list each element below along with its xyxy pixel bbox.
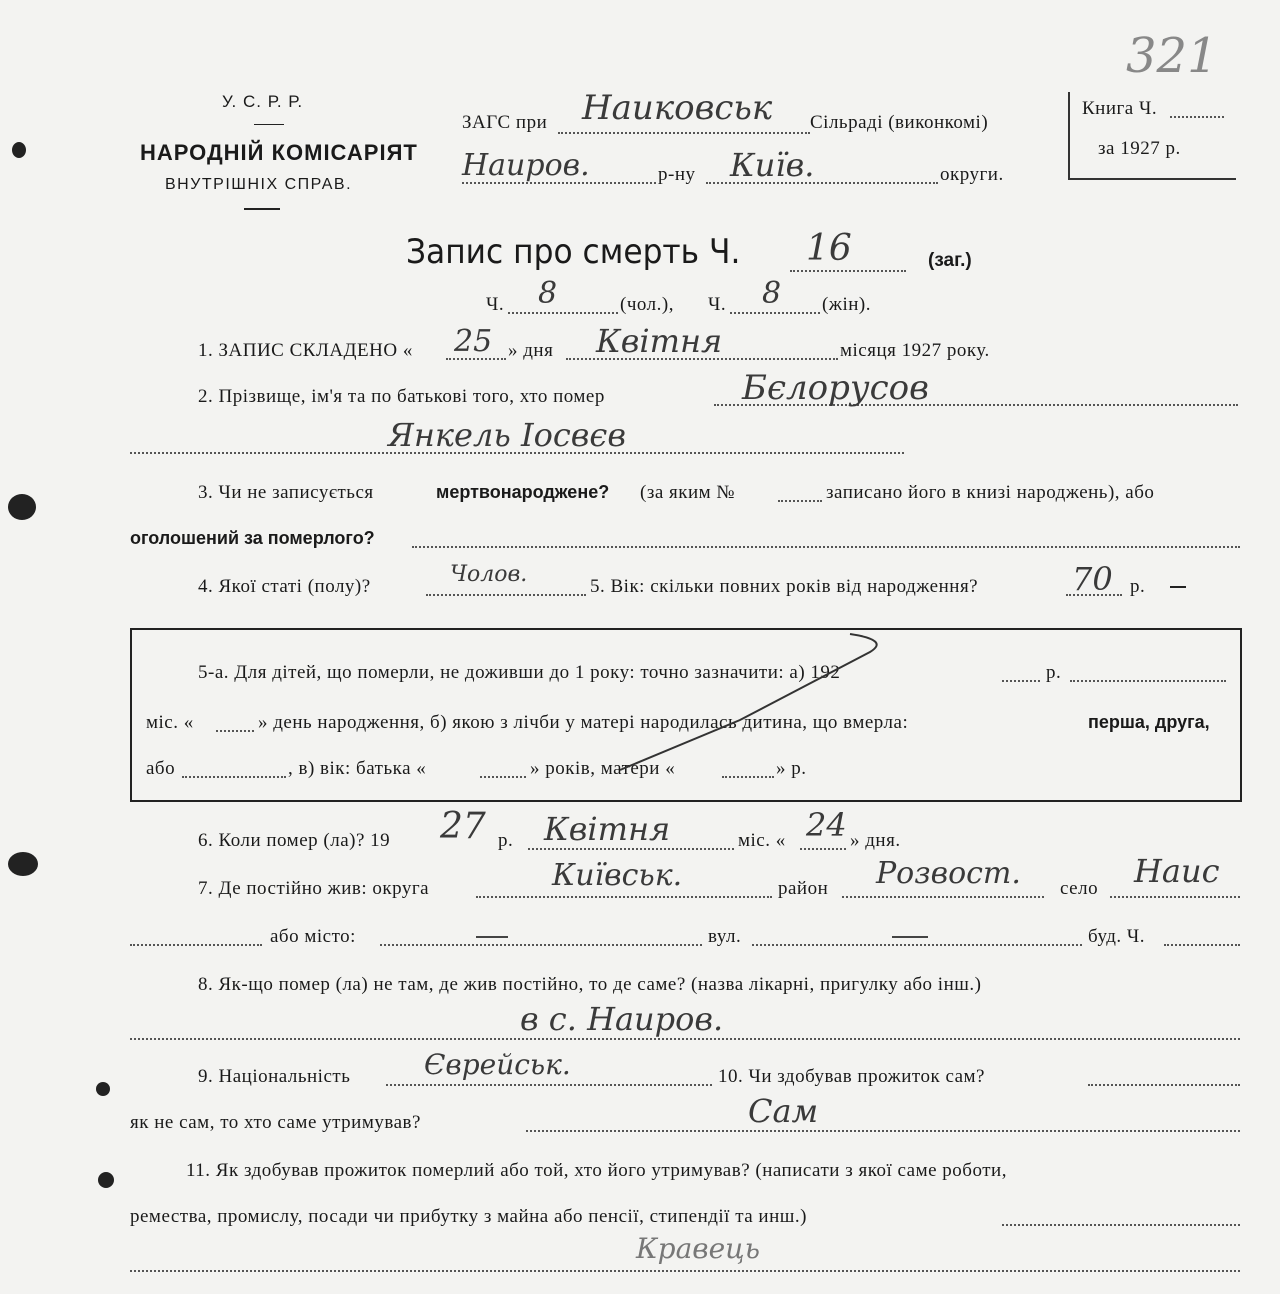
q5a-year-line <box>1002 680 1040 682</box>
q7-rayon-line <box>842 896 1044 898</box>
q1-month-line <box>566 358 838 360</box>
council-label: Сільраді (виконкомі) <box>810 112 989 133</box>
ussr-label: У. С. Р. Р. <box>222 92 304 111</box>
q6-dnya: » дня. <box>850 830 901 851</box>
q5-age-line <box>1066 594 1122 596</box>
q5a-or-line <box>182 776 286 778</box>
q7-okruga-line <box>476 896 772 898</box>
female-count: 8 <box>762 276 782 311</box>
q6-day: 24 <box>806 806 847 844</box>
record-suffix: (заг.) <box>928 250 972 271</box>
q1-day: 25 <box>454 324 493 359</box>
q7-bud-line <box>1164 944 1240 946</box>
rayon-label: р-ну <box>658 164 696 185</box>
female-count-line <box>730 312 820 314</box>
rayon-value: Наиров. <box>462 148 590 183</box>
q7-rayon: Розвост. <box>876 856 1021 891</box>
strike-through-mark <box>560 630 900 780</box>
q5-age-label: 5. Вік: скільки повних років від народження? <box>590 576 979 597</box>
q10-line <box>1088 1084 1240 1086</box>
q5a-line3c: » років, матери « <box>530 758 676 779</box>
book-label: Книга Ч. <box>1082 98 1158 119</box>
male-count-label: Ч. <box>486 294 505 315</box>
q8-label: 8. Як-що помер (ла) не там, де жив постійно, то де саме? (назва лікарні, пригулку або інш.) <box>198 974 982 995</box>
q5-age: 70 <box>1072 560 1113 598</box>
male-label: (чол.), <box>620 294 674 315</box>
q6-month-line <box>528 848 734 850</box>
record-number-line <box>790 270 906 272</box>
q3-number-line <box>778 500 822 502</box>
rayon-line <box>462 182 656 184</box>
q9-label: 9. Національність <box>198 1066 351 1087</box>
q2-names: Янкель Іосвєв <box>388 416 626 454</box>
page-number: 321 <box>1126 28 1218 84</box>
q6-r: р. <box>498 830 514 851</box>
q8-line <box>130 1038 1240 1040</box>
book-year: за 1927 р. <box>1098 138 1181 159</box>
q7-bud: буд. Ч. <box>1088 926 1146 947</box>
q2-label: 2. Прізвище, ім'я та по батькові того, хто помер <box>198 386 605 407</box>
q6-day-line <box>800 848 846 850</box>
q3-line1a: 3. Чи не записується <box>198 482 374 503</box>
q5a-line1-end: р. <box>1046 662 1062 683</box>
header-divider-1 <box>254 124 284 125</box>
q5a-line3d: » р. <box>776 758 807 779</box>
q8-value: в с. Наиров. <box>520 1000 724 1038</box>
q10-who-line <box>526 1130 1240 1132</box>
q6-year: 27 <box>440 806 486 847</box>
q11-line3 <box>130 1270 1240 1272</box>
internal-affairs-label: ВНУТРІШНІХ СПРАВ. <box>165 176 353 193</box>
zags-line <box>558 132 810 134</box>
q5a-line2a: міс. « <box>146 712 194 733</box>
book-line <box>1170 116 1224 118</box>
q7-misto-line <box>380 944 702 946</box>
q1-end: місяця 1927 року. <box>840 340 990 361</box>
q3-stillborn: мертвонароджене? <box>436 482 610 502</box>
punch-hole-5 <box>98 1172 114 1188</box>
q5a-line3b: , в) вік: батька « <box>288 758 427 779</box>
q6-mis: міс. « <box>738 830 786 851</box>
q5a-father-line <box>480 776 526 778</box>
q7-selo-line <box>1110 896 1240 898</box>
q4-sex-line <box>426 594 586 596</box>
q1-day-line <box>446 358 506 360</box>
okrug-label: округи. <box>940 164 1004 185</box>
q3-declared-dead: оголошений за померлого? <box>130 528 375 548</box>
q3-line1d: записано його в книзі народжень), або <box>826 482 1155 503</box>
male-count-line <box>508 312 618 314</box>
q6-month: Квітня <box>544 810 671 848</box>
q5-dash <box>1170 586 1186 588</box>
q7-rayon-label: район <box>778 878 829 899</box>
q2-line-2 <box>130 452 904 454</box>
q7-selo: Наис <box>1134 852 1220 890</box>
q4-label: 4. Якої статі (полу)? <box>198 576 371 597</box>
q3-line-2 <box>412 546 1240 548</box>
q5a-line3a: або <box>146 758 176 779</box>
q5a-month-line <box>216 730 254 732</box>
q1-month: Квітня <box>596 322 723 360</box>
q9-line <box>386 1084 712 1086</box>
q7-vul-line <box>752 944 1082 946</box>
q7-abo-misto: або місто: <box>270 926 356 947</box>
q5a-line1-tail <box>1070 680 1226 682</box>
q5-age-unit: р. <box>1130 576 1146 597</box>
record-number: 16 <box>806 228 852 269</box>
commissariat-label: НАРОДНІЙ КОМІСАРІЯТ <box>140 140 418 165</box>
q11-line2: ремества, промислу, посади чи прибутку з майна або пенсії, стипендії та инш.) <box>130 1206 807 1227</box>
zags-value: Наиковськ <box>582 88 773 128</box>
q11-line2-tail <box>1002 1224 1240 1226</box>
q2-surname: Бєлорусов <box>742 368 929 408</box>
q5a-line2b: » день народження, б) якою з лічби у матері народилась дитина, що вмерла: <box>258 712 909 733</box>
punch-hole-2 <box>8 494 36 520</box>
zags-label: ЗАГС при <box>462 112 548 133</box>
q7-selo-label: село <box>1060 878 1099 899</box>
q3-line1c: (за яким № <box>640 482 736 503</box>
male-count: 8 <box>538 276 558 311</box>
q11-line1: 11. Як здобував прожиток померлий або той, хто його утримував? (написати з якої саме роботи, <box>186 1160 1007 1181</box>
q7-misto-dash <box>476 936 508 938</box>
q7-label: 7. Де постійно жив: округа <box>198 878 430 899</box>
q10-who-label: як не сам, то хто саме утримував? <box>130 1112 421 1133</box>
q5a-line1: 5-а. Для дітей, що померли, не доживши до 1 року: точно зазначити: а) 192 <box>198 662 841 683</box>
q6-label: 6. Коли помер (ла)? 19 <box>198 830 391 851</box>
female-count-label: Ч. <box>708 294 727 315</box>
q10-who-value: Сам <box>748 1092 819 1130</box>
q7-vul-dash <box>892 936 928 938</box>
q4-sex: Чолов. <box>450 562 528 587</box>
female-label: (жін). <box>822 294 871 315</box>
q7-okruga: Київськ. <box>552 858 683 893</box>
q9-value: Єврейськ. <box>424 1048 571 1081</box>
q10-label: 10. Чи здобував прожиток сам? <box>718 1066 985 1087</box>
q5a-line2c: перша, друга, <box>1088 712 1210 732</box>
q1-label: 1. ЗАПИС СКЛАДЕНО « <box>198 340 413 361</box>
q7-vul: вул. <box>708 926 742 947</box>
punch-hole-3 <box>8 852 38 876</box>
header-divider-2 <box>244 208 280 210</box>
q7-line2-start <box>130 944 262 946</box>
punch-hole-1 <box>12 142 26 158</box>
record-title: Запис про смерть Ч. <box>406 232 741 272</box>
okrug-value: Київ. <box>730 146 815 184</box>
punch-hole-4 <box>96 1082 110 1096</box>
q1-mid: » дня <box>508 340 554 361</box>
q11-value: Кравець <box>636 1232 760 1265</box>
